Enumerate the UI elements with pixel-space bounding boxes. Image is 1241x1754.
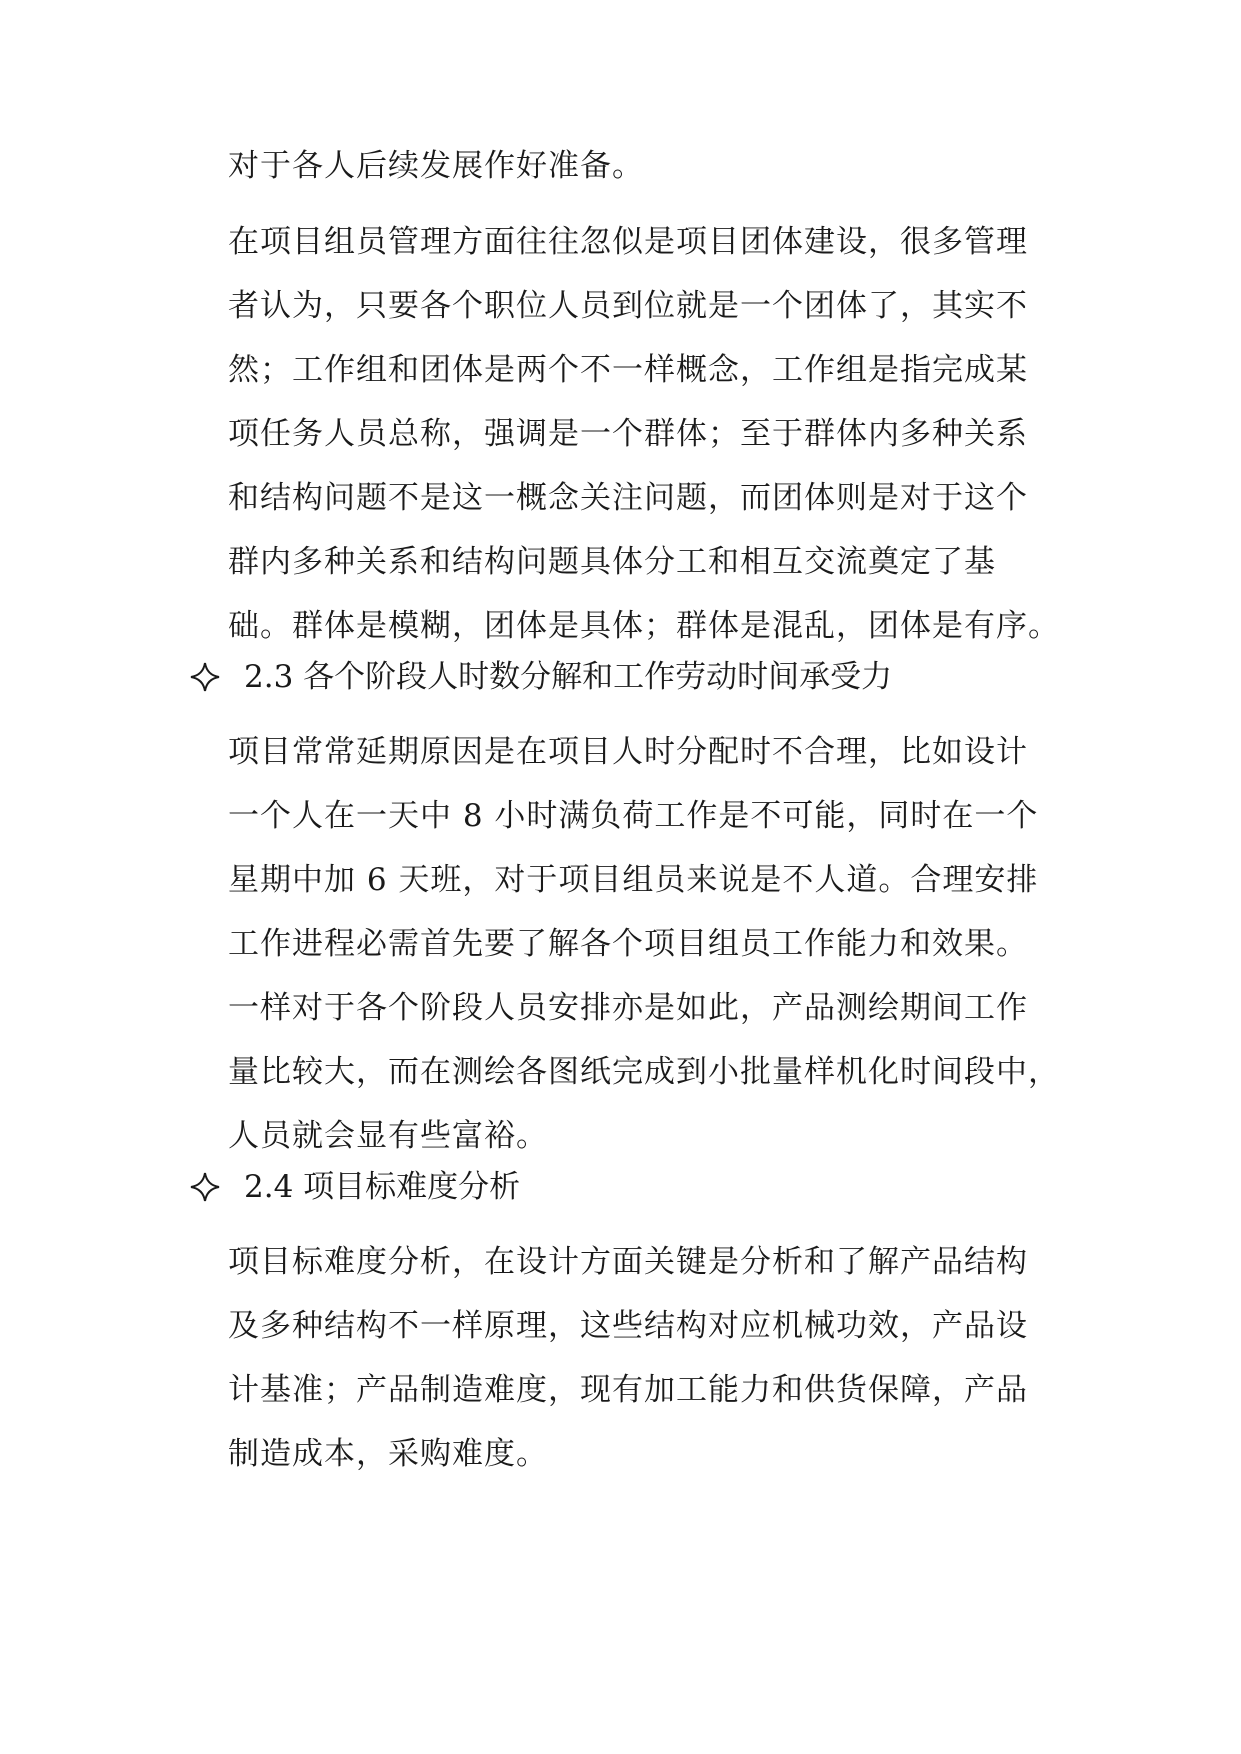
paragraph-team-management (228, 210, 1060, 658)
text-line: 星期中加 6 天班，对于项目组员来说是不人道。合理安排 (228, 862, 1039, 898)
four-point-star-icon (188, 1170, 222, 1204)
paragraph-difficulty-analysis (228, 1230, 1048, 1486)
text-line: 计基准；产品制造难度，现有加工能力和供货保障，产品 (228, 1372, 1028, 1408)
text-line: 在项目组员管理方面往往忽似是项目团体建设，很多管理 (228, 224, 1028, 260)
text-line: 人员就会显有些富裕。 (228, 1118, 548, 1154)
text-line: 制造成本，采购难度。 (228, 1436, 548, 1472)
text-line: 项目常常延期原因是在项目人时分配时不合理，比如设计 (228, 734, 1028, 770)
text-line: 对于各人后续发展作好准备。 (228, 148, 644, 184)
heading-text: 2.3 各个阶段人时数分解和工作劳动时间承受力 (244, 659, 893, 695)
text-line: 一个人在一天中 8 小时满负荷工作是不可能，同时在一个 (228, 798, 1039, 834)
text-line: 然；工作组和团体是两个不一样概念，工作组是指完成某 (228, 352, 1028, 388)
four-point-star-icon (188, 660, 222, 694)
section-heading-2-4 (188, 1155, 520, 1219)
text-line: 和结构问题不是这一概念关注问题，而团体则是对于这个 (228, 480, 1028, 516)
text-line: 项任务人员总称，强调是一个群体；至于群体内多种关系 (228, 416, 1028, 452)
text-line: 工作进程必需首先要了解各个项目组员工作能力和效果。 (228, 926, 1028, 962)
text-line: 群内多种关系和结构问题具体分工和相互交流奠定了基 (228, 544, 996, 580)
paragraph-intro (228, 134, 1048, 198)
text-line: 项目标难度分析，在设计方面关键是分析和了解产品结构 (228, 1244, 1028, 1280)
heading-text: 2.4 项目标难度分析 (244, 1169, 521, 1205)
text-line: 一样对于各个阶段人员安排亦是如此，产品测绘期间工作 (228, 990, 1028, 1026)
text-line: 及多种结构不一样原理，这些结构对应机械功效，产品设 (228, 1308, 1028, 1344)
section-heading-2-3 (188, 645, 892, 709)
text-line: 量比较大，而在测绘各图纸完成到小批量样机化时间段中， (228, 1054, 1060, 1090)
text-line: 者认为，只要各个职位人员到位就是一个团体了，其实不 (228, 288, 1028, 324)
paragraph-man-hours (228, 720, 1060, 1168)
text-line: 础。群体是模糊，团体是具体；群体是混乱，团体是有序。 (228, 608, 1060, 644)
